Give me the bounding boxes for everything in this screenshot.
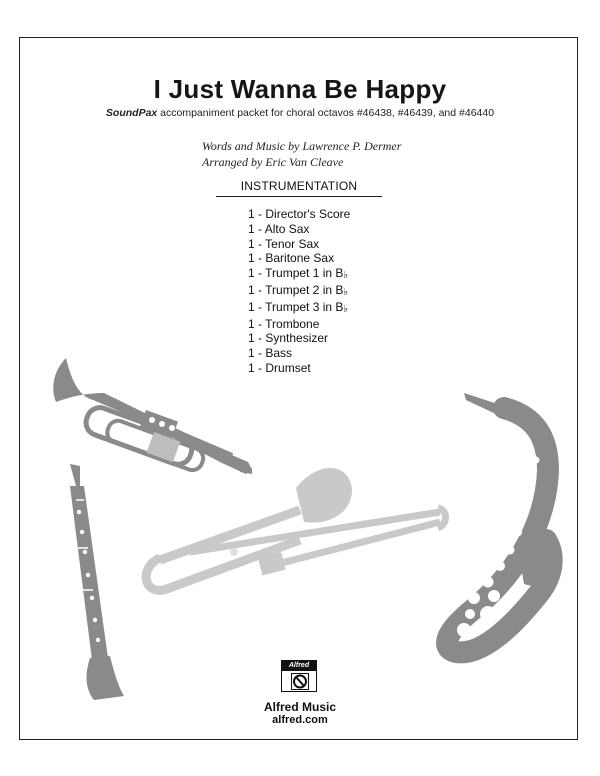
list-item: 1 - Baritone Sax	[248, 251, 335, 266]
list-item: 1 - Drumset	[248, 360, 311, 375]
list-item: 1 - Tenor Sax	[248, 236, 320, 251]
logo-word: Alfred	[282, 661, 316, 671]
subtitle-brand: SoundPax	[105, 107, 158, 119]
logo-mark-icon	[291, 673, 309, 690]
list-item: 1 - Director's Score	[248, 207, 351, 221]
list-item: 1 - Trombone	[248, 316, 320, 331]
list-item: 1 - Trumpet 3 in B♭	[248, 299, 349, 315]
subtitle-text: accompaniment packet for choral octavos #46438, #46439, and #46440	[157, 107, 495, 119]
list-item: 1 - Trumpet 1 in B♭	[248, 266, 349, 282]
publisher-name: Alfred Music	[263, 700, 336, 714]
credit-words-music: Words and Music by Lawrence P. Dermer	[202, 139, 402, 153]
credit-arranger: Arranged by Eric Van Cleave	[202, 155, 344, 169]
clarinet-icon	[70, 464, 124, 700]
list-item: 1 - Trumpet 2 in B♭	[248, 282, 349, 298]
trombone-icon	[146, 468, 445, 590]
instrumentation-heading: INSTRUMENTATION	[240, 179, 358, 193]
list-item: 1 - Bass	[248, 346, 293, 361]
saxophone-icon	[447, 393, 556, 652]
trumpet-icon	[53, 358, 252, 474]
publisher-url[interactable]: alfred.com	[272, 714, 328, 726]
flat-sign: ♭	[343, 270, 349, 282]
page-title: I Just Wanna Be Happy	[153, 74, 447, 104]
alfred-logo	[281, 660, 317, 692]
flat-sign: ♭	[343, 303, 349, 315]
list-item: 1 - Synthesizer	[248, 331, 329, 346]
flat-sign: ♭	[343, 286, 349, 298]
list-item: 1 - Alto Sax	[248, 221, 310, 236]
